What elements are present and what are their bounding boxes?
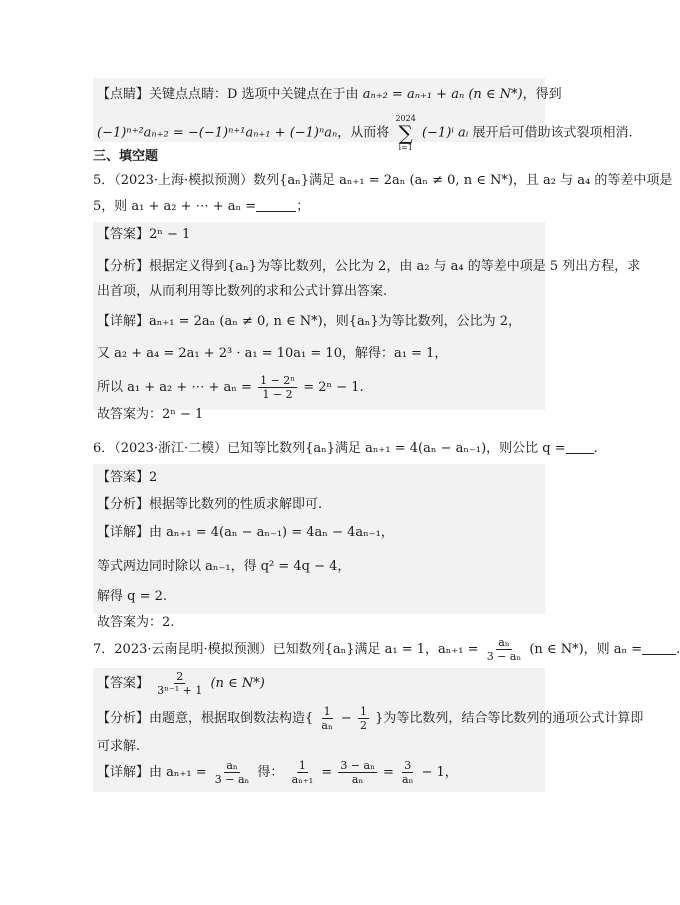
q6-detail-3: 解得 q = 2.	[97, 589, 168, 604]
summation-term: (−1)ⁱ aᵢ	[421, 125, 469, 141]
hint-tail-1: ，得到	[522, 87, 562, 102]
q7-answer-blank	[642, 654, 676, 655]
q7-detail-frac-1: $\frac{\text{aₙ}}{\text{3 − aₙ}}$	[214, 759, 250, 786]
q6-detail-1: 【详解】由 aₙ₊₁ = 4(aₙ − aₙ₋₁) = 4aₙ − 4aₙ₋₁，	[97, 525, 394, 540]
q7-analysis-frac-1: $\frac{1}{\text{aₙ}}$	[321, 705, 333, 732]
hint-tail-2: 展开后可借助该式裂项相消.	[472, 125, 633, 141]
hint-formula-1: aₙ₊₂ = aₙ₊₁ + aₙ (n ∈ N*)	[362, 87, 523, 102]
q6-answer: 【答案】2	[97, 470, 158, 485]
q5-sum-fraction: $\frac{\text{1 − 2ⁿ}}{1 - 2}$	[260, 374, 296, 401]
q5-detail-3: 所以 a₁ + a₂ + ⋯ + aₙ = $\frac{\text{1 − 2ⁿ}}{1 - 2}$ = 2ⁿ − 1.	[97, 374, 364, 401]
hint-mid-2: ，从而将	[337, 125, 390, 141]
q7-recurrence-fraction: $\frac{\text{aₙ}}{\text{3 − aₙ}}$	[486, 636, 522, 663]
q6-detail-2: 等式两边同时除以 aₙ₋₁，得 q² = 4q − 4，	[97, 559, 351, 574]
q7-detail: 【详解】由 aₙ₊₁ = $\frac{\text{aₙ}}{\text{3 − aₙ}}$ 得： $\frac{1}{\text{aₙ₊₁}}$ = $\frac{\text{3 − aₙ}}{\text{aₙ}}$ = $\frac{3}{\text{aₙ}}$ − 1，	[97, 759, 458, 786]
q6-answer-blank	[566, 453, 594, 454]
q7-analysis-1: 【分析】由题意，根据取倒数法构造{ $\frac{1}{\text{aₙ}}$ − $\frac{1}{2}$ }为等比数列，结合等比数列的通项公式计算即	[97, 705, 644, 732]
q6-final: 故答案为：2.	[97, 615, 175, 630]
section-title: 三、填空题	[93, 149, 159, 164]
q7-analysis-2: 可求解.	[97, 739, 141, 754]
q7-detail-frac-3: $\frac{\text{3 − aₙ}}{\text{aₙ}}$	[340, 759, 375, 786]
hint-formula-2: (−1)ⁿ⁺²aₙ₊₂ = −(−1)ⁿ⁺¹aₙ₊₁ + (−1)ⁿaₙ	[97, 125, 338, 141]
q7-answer-fraction: $\frac{2}{\text{3ⁿ⁻¹ + 1}}$	[157, 670, 203, 697]
q5-question-line-2: 5，则 a₁ + a₂ + ⋯ + aₙ = ；	[93, 199, 310, 214]
q6-question-line: 6．（2023·浙江·二模）已知等比数列{aₙ}满足 aₙ₊₁ = 4(aₙ − aₙ₋₁)，则公比 q = .	[93, 441, 598, 456]
hint-label: 【点睛】关键点点睛：D 选项中关键点在于由	[97, 87, 359, 102]
q7-detail-frac-2: $\frac{1}{\text{aₙ₊₁}}$	[291, 759, 314, 786]
q7-detail-frac-4: $\frac{3}{\text{aₙ}}$	[402, 759, 414, 786]
q5-answer: 【答案】2ⁿ − 1	[97, 227, 191, 242]
q5-analysis-1: 【分析】根据定义得到{aₙ}为等比数列，公比为 2，由 a₂ 与 a₄ 的等差中项是 5 列出方程，求	[97, 259, 641, 274]
summation: 2024 ∑ i=1	[395, 114, 416, 152]
q5-detail-1: 【详解】aₙ₊₁ = 2aₙ (aₙ ≠ 0, n ∈ N*)，则{aₙ}为等比数列，公比为 2，	[97, 314, 522, 329]
q5-analysis-2: 出首项，从而利用等比数列的求和公式计算出答案.	[97, 284, 388, 299]
q6-analysis: 【分析】根据等比数列的性质求解即可.	[97, 497, 323, 512]
q7-answer: 【答案】 $\frac{2}{\text{3ⁿ⁻¹ + 1}}$ (n ∈ N*)	[97, 670, 265, 697]
q5-question-line-1: 5．（2023·上海·模拟预测）数列{aₙ}满足 aₙ₊₁ = 2aₙ (aₙ ≠ 0, n ∈ N*)，且 a₂ 与 a₄ 的等差中项是	[93, 173, 673, 188]
sigma-icon: ∑	[398, 121, 413, 145]
q7-analysis-frac-2: $\frac{1}{2}$	[359, 705, 367, 732]
hint-line-2	[93, 114, 633, 152]
q5-final: 故答案为：2ⁿ − 1	[97, 407, 204, 422]
q7-question-line: 7．2023·云南昆明·模拟预测）已知数列{aₙ}满足 a₁ = 1，aₙ₊₁ = $\frac{\text{aₙ}}{\text{3 − aₙ}}$ (n ∈ N*)，则 aₙ = .	[93, 636, 680, 663]
q5-answer-blank	[256, 211, 296, 212]
hint-line-1	[93, 86, 562, 104]
q5-detail-2: 又 a₂ + a₄ = 2a₁ + 2³ · a₁ = 10a₁ = 10，解得：a₁ = 1，	[97, 346, 448, 361]
